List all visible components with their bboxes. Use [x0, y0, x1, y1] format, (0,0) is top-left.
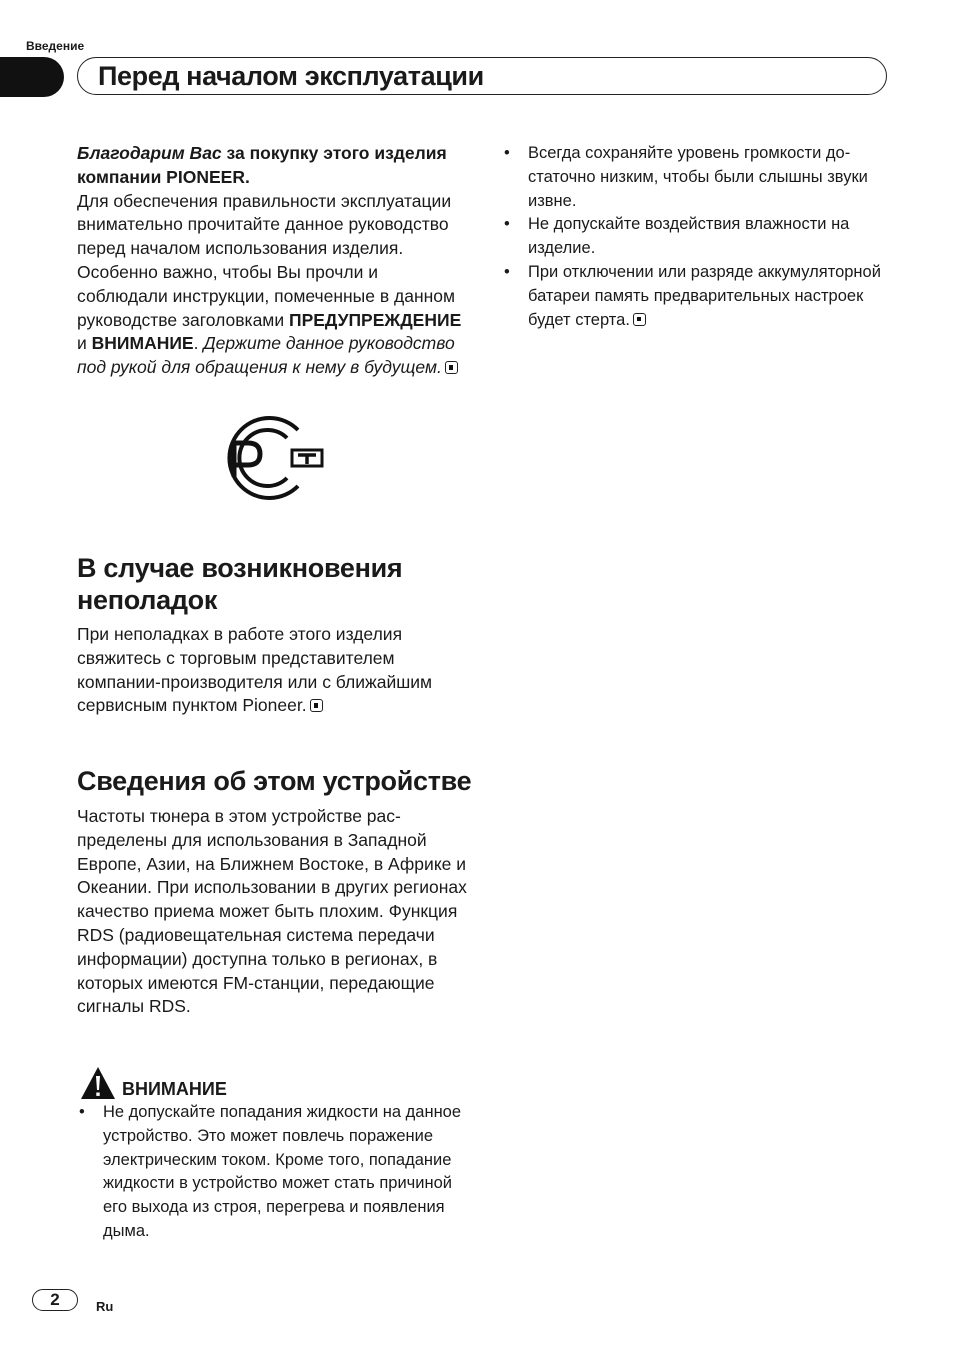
and-word: и: [77, 333, 92, 354]
language-code: Ru: [96, 1299, 114, 1314]
right-list-item: [504, 261, 894, 332]
pct-certification-logo-icon: [216, 415, 324, 501]
right-column: [504, 142, 894, 332]
right-list-item-text: При отключении или разряде аккумуляторной батареи память предварительных настроек будет стерта.: [528, 262, 881, 329]
warning-triangle-icon: [80, 1066, 116, 1100]
right-bullet-list: [504, 142, 894, 332]
troubles-heading: В случае возникновения неполадок: [77, 553, 403, 615]
intro-paragraph: [77, 142, 469, 380]
troubles-text: При неполадках в работе этого изделия свяжитесь с торговым представителем компании-производителя или с ближайшим сервисным пунктом Pioneer.: [77, 624, 433, 716]
caution-item: • Не допускайте попадания жидкости на данное устройство. Это может повлечь поражение электрическим током. Кроме того, попадание жидкости в устройство может стать причиной его выхода из строя, перегрева и появления дыма.: [79, 1101, 469, 1244]
caution-word: ВНИМАНИЕ: [91, 333, 194, 354]
caution-header: [80, 1064, 227, 1100]
page-title-box: [77, 57, 887, 95]
intro-body-text: Для обеспечения правильности эксплуатации внимательно прочитайте данное руководство перед началом использования изделия. Особенно важно, чтобы Вы прочли и соблюдали инструкции, помеченные в данном руководстве заголовками: [77, 190, 456, 330]
intro-body: [77, 190, 469, 380]
thanks-rest: за покупку этого изделия компании PIONEER.: [77, 143, 447, 187]
caution-label: ВНИМАНИЕ: [122, 1079, 227, 1099]
device-heading: Сведения об этом устройстве: [77, 766, 472, 796]
intro-thanks: [77, 142, 469, 190]
page-title: Перед началом эксплуатации: [98, 61, 484, 91]
right-list-item: • Не допускайте воздействия влажности на изделие.: [504, 213, 894, 261]
thanks-italic: Благодарим Вас: [77, 143, 222, 163]
end-mark-icon: [633, 313, 646, 326]
right-list-item: • Всегда сохраняйте уровень громкости достаточно низким, чтобы были слышны звуки извне.: [504, 142, 894, 213]
end-mark-icon: [445, 361, 458, 374]
caution-list: [79, 1101, 469, 1244]
keep-manual-text: Держите данное руководство под рукой для обращения к нему в будущем.: [77, 333, 455, 378]
period: .: [193, 333, 204, 354]
end-mark-icon: [310, 699, 323, 712]
page-number: 2: [32, 1289, 78, 1311]
troubles-paragraph: [77, 623, 477, 718]
device-paragraph: Частоты тюнера в этом устройстве распределены для использования в Западной Европе, Азии, на Ближнем Востоке, в Африке и Океании. При использовании в других регионах качество приема может быть плохим. Функция RDS (радиовещательная система передачи информации) доступна только в регионах, в которых имеются FM-станции, передающие сигналы RDS.: [77, 806, 467, 1017]
section-tab-marker: [0, 57, 64, 97]
warning-word: ПРЕДУПРЕЖДЕНИЕ: [288, 309, 462, 330]
section-label: Введение: [26, 39, 85, 53]
